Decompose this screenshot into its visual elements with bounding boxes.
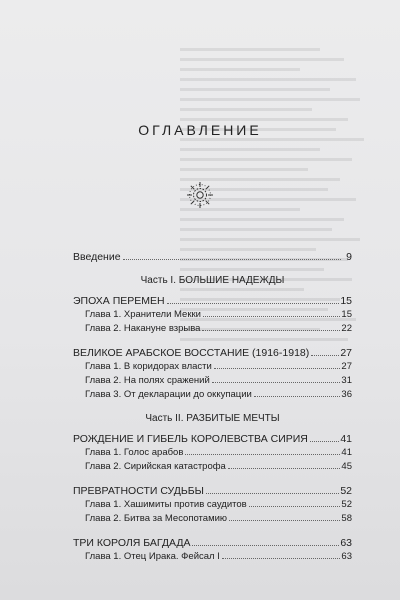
ornament-icon (186, 181, 214, 209)
toc-chapter[interactable] (73, 323, 352, 337)
dot-leader (311, 354, 339, 356)
part-heading-1: Часть I. БОЛЬШИЕ НАДЕЖДЫ (140, 275, 285, 286)
toc-chapter-title: Глава 1. Отец Ирака. Фейсал I (85, 551, 220, 562)
toc-chapter-title: Глава 1. Хранители Мекки (85, 309, 201, 320)
toc-section-page: 15 (340, 295, 352, 307)
toc-section-5[interactable] (73, 537, 352, 551)
dot-leader (206, 492, 339, 494)
toc-section-title: ЭПОХА ПЕРЕМЕН (73, 295, 165, 307)
toc-section-3[interactable] (73, 433, 352, 447)
toc-chapter-title: Глава 3. От декларации до оккупации (85, 389, 252, 400)
dot-leader (167, 302, 340, 304)
toc-chapter-page: 58 (341, 513, 352, 524)
dot-leader (123, 258, 341, 260)
toc-section-1[interactable] (73, 295, 352, 309)
toc-chapter-page: 15 (341, 309, 352, 320)
toc-chapter-page: 52 (341, 499, 352, 510)
toc-chapter-page: 31 (341, 375, 352, 386)
toc-section-title: ПРЕВРАТНОСТИ СУДЬБЫ (73, 485, 204, 497)
dot-leader (310, 440, 339, 442)
toc-chapter[interactable] (73, 375, 352, 389)
toc-chapter-title: Глава 2. Сирийская катастрофа (85, 461, 226, 472)
toc-section-4[interactable] (73, 485, 352, 499)
toc-chapter-title: Глава 2. Накануне взрыва (85, 323, 201, 334)
toc-section-title: ТРИ КОРОЛЯ БАГДАДА (73, 537, 191, 549)
toc-chapter[interactable] (73, 513, 352, 527)
toc-entry-intro[interactable] (73, 251, 352, 265)
dot-leader (185, 453, 340, 455)
toc-chapter-title: Глава 1. В коридорах власти (85, 361, 212, 372)
page-title: ОГЛАВЛЕНИЕ (138, 122, 262, 138)
toc-chapter-page: 22 (341, 323, 352, 334)
toc-chapter-title: Глава 1. Хашимиты против саудитов (85, 499, 247, 510)
dot-leader (203, 315, 340, 317)
toc-chapter-page: 63 (341, 551, 352, 562)
toc-chapter[interactable] (73, 389, 352, 403)
toc-chapter-page: 36 (341, 389, 352, 400)
toc-chapter[interactable] (73, 447, 352, 461)
dot-leader (249, 505, 341, 507)
part-heading-2: Часть II. РАЗБИТЫЕ МЕЧТЫ (145, 413, 280, 424)
dot-leader (192, 544, 339, 546)
toc-section-2[interactable] (73, 347, 352, 361)
toc-chapter-page: 41 (341, 447, 352, 458)
toc-chapter[interactable] (73, 499, 352, 513)
dot-leader (212, 381, 341, 383)
toc-section-title: ВЕЛИКОЕ АРАБСКОЕ ВОССТАНИЕ (1916-1918) (73, 347, 310, 359)
toc-chapter[interactable] (73, 361, 352, 375)
toc-section-page: 63 (340, 537, 352, 549)
toc-section-page: 41 (340, 433, 352, 445)
table-of-contents (73, 251, 352, 565)
toc-entry-page: 9 (346, 251, 352, 263)
toc-section-title: РОЖДЕНИЕ И ГИБЕЛЬ КОРОЛЕВСТВА СИРИЯ (73, 433, 308, 445)
dot-leader (254, 395, 341, 397)
dot-leader (222, 557, 341, 559)
toc-chapter-title: Глава 1. Голос арабов (85, 447, 184, 458)
dot-leader (202, 329, 340, 331)
toc-chapter[interactable] (73, 309, 352, 323)
dot-leader (228, 467, 341, 469)
dot-leader (214, 367, 341, 369)
dot-leader (229, 519, 340, 521)
toc-chapter[interactable] (73, 461, 352, 475)
toc-chapter-page: 27 (341, 361, 352, 372)
toc-chapter-title: Глава 2. На полях сражений (85, 375, 210, 386)
toc-chapter-title: Глава 2. Битва за Месопотамию (85, 513, 228, 524)
toc-section-page: 52 (340, 485, 352, 497)
toc-entry-title: Введение (73, 251, 121, 263)
toc-section-page: 27 (340, 347, 352, 359)
toc-chapter-page: 45 (341, 461, 352, 472)
toc-chapter[interactable] (73, 551, 352, 565)
